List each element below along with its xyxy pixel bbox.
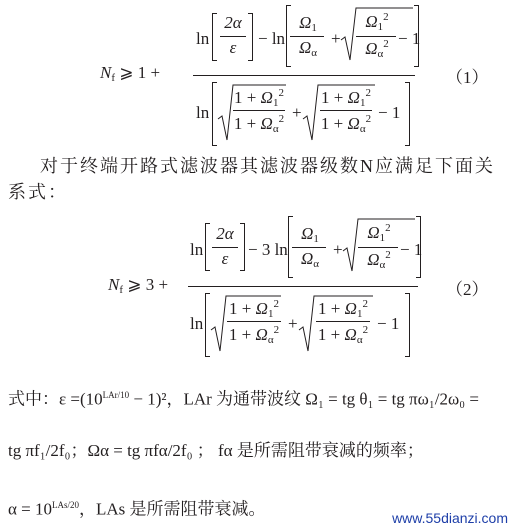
eq1-fraction-bar bbox=[193, 75, 415, 76]
eq2-den-num: $1 + \Omega_1^2$ bbox=[229, 298, 279, 320]
eq2-fraction-bar bbox=[188, 286, 418, 287]
eq1-num-rbracket2 bbox=[414, 5, 419, 67]
eq2-num-2alpha: 2α bbox=[216, 224, 234, 243]
eq1-num-minus-ln: − ln bbox=[258, 29, 286, 48]
eq2-num-minus1: − 1 bbox=[400, 240, 423, 259]
eq1-den-rbracket bbox=[405, 82, 410, 146]
eq2-num-omega-a: $\Omega_\alpha$ bbox=[300, 249, 320, 270]
eq1-den-den: $1 + \Omega_\alpha^2$ bbox=[233, 113, 285, 135]
eq2-num-minus-3ln: − 3 ln bbox=[248, 240, 288, 259]
eq2-den-den2: $1 + \Omega_\alpha^2$ bbox=[317, 324, 369, 346]
eq1-num-omega1: $\Omega_1$ bbox=[299, 13, 317, 34]
eq1-lhs: $N_f$ ⩾ 1 + bbox=[100, 63, 161, 84]
eq1-den-plus: + bbox=[292, 103, 302, 122]
eq1-den-num: $1 + \Omega_1^2$ bbox=[234, 87, 284, 109]
eq2-lhs: $N_f$ ⩾ 3 + bbox=[108, 275, 169, 296]
eq2-den-frac1-bar bbox=[227, 321, 281, 322]
eq2-den-ln: ln bbox=[190, 314, 204, 333]
eq2-den-plus: + bbox=[288, 314, 298, 333]
eq1-den-frac2-bar bbox=[320, 110, 372, 111]
eq1-num-plus: + bbox=[331, 29, 341, 48]
eq2-den-den: $1 + \Omega_\alpha^2$ bbox=[228, 324, 280, 346]
eq1-num-2alpha: 2α bbox=[224, 13, 242, 32]
eq1-num-rbracket bbox=[248, 13, 253, 61]
eq1-den-den2: $1 + \Omega_\alpha^2$ bbox=[320, 113, 372, 135]
body-text-2-line1: 式中：$\varepsilon =(10^{LAr/10} - 1)^2$，LAr 为通带波纹 Ω₁ = tg θ₁ = tg πω₁/2ω₀ = bbox=[8, 389, 479, 409]
eq2-label: （2） bbox=[446, 280, 489, 299]
eq1-num-sqrt-frac-bar bbox=[356, 36, 396, 37]
eq1-num-minus1: − 1 bbox=[398, 29, 421, 48]
eq1-den-minus1: − 1 bbox=[378, 103, 401, 122]
eq2-den-minus1: − 1 bbox=[377, 314, 400, 333]
eq1-den-num2: $1 + \Omega_1^2$ bbox=[321, 87, 371, 109]
eq2-num-epsilon: ε bbox=[221, 249, 229, 268]
eq2-num-frac2-bar bbox=[292, 247, 326, 248]
eq2-num-sqrt-omega1sq: $\Omega_1^2$ bbox=[367, 222, 391, 244]
eq2-num-sqrt-omegaasq: $\Omega_\alpha^2$ bbox=[367, 249, 391, 271]
eq2-num-plus: + bbox=[333, 240, 343, 259]
eq2-den-rbracket bbox=[405, 293, 410, 357]
body-text-1: 对于终端开路式滤波器其滤波器级数N应满足下面关系式： bbox=[8, 156, 495, 202]
watermark: www.55dianzi.com bbox=[392, 510, 508, 526]
eq2-num-frac1-bar bbox=[212, 247, 238, 248]
eq1-num-sqrt-omega1sq: $\Omega_1^2$ bbox=[365, 11, 389, 33]
eq1-num-sqrt-omegaasq: $\Omega_\alpha^2$ bbox=[365, 38, 389, 60]
body-text-2-line3: $\alpha = 10^{LAs/20}$，LAs 是所需阻带衰减。 bbox=[8, 499, 266, 519]
eq1-den-ln: ln bbox=[196, 103, 210, 122]
eq2-den-num2: $1 + \Omega_1^2$ bbox=[318, 298, 368, 320]
eq1-num-epsilon: ε bbox=[229, 38, 237, 57]
eq1-num-ln: ln bbox=[196, 29, 210, 48]
eq1-num-frac2-bar bbox=[290, 36, 324, 37]
eq2-den-frac2-bar bbox=[316, 321, 370, 322]
eq2-num-ln: ln bbox=[190, 240, 204, 259]
eq1-num-omega-a: $\Omega_\alpha$ bbox=[298, 38, 318, 59]
eq2-num-omega1: $\Omega_1$ bbox=[301, 224, 319, 245]
eq1-label: （1） bbox=[446, 68, 489, 87]
body-text-2-line2: tg πf₁/2f₀；Ωα = tg πfα/2f₀ ； fα 是所需阻带衰减的频率； bbox=[8, 441, 424, 460]
eq1-num-frac1-bar bbox=[220, 36, 246, 37]
eq2-num-rbracket bbox=[240, 223, 245, 271]
eq1-num-lbracket bbox=[212, 13, 217, 61]
eq1-den-frac1-bar bbox=[233, 110, 285, 111]
eq2-num-sqrt-frac-bar bbox=[358, 247, 398, 248]
eq2-num-rbracket2 bbox=[416, 216, 421, 278]
